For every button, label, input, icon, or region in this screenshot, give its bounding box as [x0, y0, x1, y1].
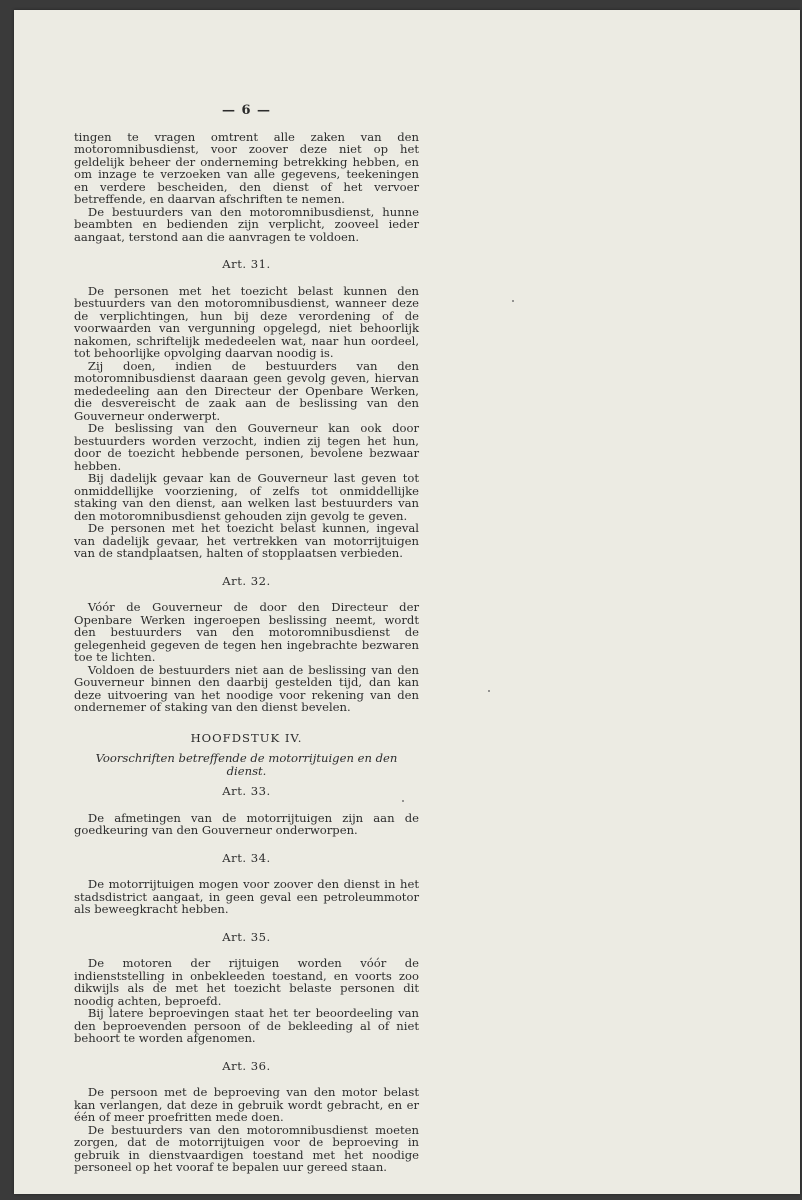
article-paragraph: Bij dadelijk gevaar kan de Gouverneur last geven tot onmiddellijke voorziening, of zelfs tot onmiddellijke staking van den dienst, aan welken last bestuurders van den motoromnibusdienst gehouden zijn gevolg te geven.	[74, 471, 419, 523]
page-number: — 6 —	[221, 103, 272, 118]
article-33	[74, 785, 419, 837]
article-31	[74, 258, 419, 560]
article-36	[74, 1060, 419, 1174]
article-heading: Art. 36.	[222, 1058, 271, 1073]
article-paragraph: De personen met het toezicht belast kunnen den bestuurders van den motoromnibusdienst, wanneer deze de verplichtingen, hun bij deze verordening of de voorwaarden van vergunning opgelegd, niet behoorlijk nakomen, schriftelijk mededeelen wat, naar hun oordeel, tot behoorlijke opvolging daarvan noodig is.	[74, 283, 419, 360]
article-paragraph: Zij doen, indien de bestuurders van den motoromnibusdienst daaraan geen gevolg geven, hiervan mededeeling aan den Directeur der Openbare Werken, die desvereischt de zaak aan de beslissing van den Gouverneur onderwerpt.	[74, 358, 419, 423]
intro-paragraph: tingen te vragen omtrent alle zaken van den motoromnibusdienst, voor zoover deze niet op het geldelijk beheer der onderneming betrekking hebben, en om inzage te verzoeken van alle gegevens, teekeningen en verdere bescheiden, den dienst of het vervoer betreffende, en daarvan afschriften te nemen.	[74, 129, 419, 206]
article-heading: Art. 35.	[222, 929, 271, 944]
article-paragraph: De persoon met de beproeving van den motor belast kan verlangen, dat deze in gebruik wordt gebracht, en er één of meer proefritten mede doen.	[74, 1085, 419, 1124]
article-paragraph: De motorrijtuigen mogen voor zoover den dienst in het stadsdistrict aangaat, in geen geval een petroleummotor als beweegkracht hebben.	[74, 877, 419, 916]
article-32	[74, 575, 419, 714]
article-35	[74, 931, 419, 1045]
document-page	[14, 10, 800, 1194]
article-paragraph: De afmetingen van de motorrijtuigen zijn aan de goedkeuring van den Gouverneur onderworpen.	[74, 810, 419, 837]
article-heading: Art. 32.	[222, 573, 271, 588]
article-paragraph: Vóór de Gouverneur de door den Directeur der Openbare Werken ingeroepen beslissing neemt, wordt den bestuurders van den motoromnibusdienst de gelegenheid gegeven de tegen hen ingebrachte bezwaren toe te lichten.	[74, 600, 419, 664]
chapter-iv	[74, 732, 419, 778]
article-heading: Art. 34.	[222, 850, 271, 865]
article-paragraph: De bestuurders van den motoromnibusdienst moeten zorgen, dat de motorrijtuigen voor de beproeving in gebruik in dienstvaardigen toestand met het noodige personeel op het vooraf te bepalen uur gereed staan.	[74, 1122, 419, 1174]
chapter-subtitle: Voorschriften betreffende de motorrijtuigen en den dienst.	[95, 751, 398, 778]
article-paragraph: De motoren der rijtuigen worden vóór de indienststelling in onbekleeden toestand, en voorts zoo dikwijls als de met het toezicht belaste personen dit noodig achten, beproefd.	[74, 956, 419, 1008]
intro-section	[74, 131, 419, 244]
article-paragraph: Bij latere beproevingen staat het ter beoordeeling van den beproevenden persoon of de bekleeding al of niet behoort te worden afgenomen.	[74, 1006, 419, 1045]
article-heading: Art. 31.	[222, 257, 271, 271]
article-paragraph: De beslissing van den Gouverneur kan ook door bestuurders worden verzocht, indien zij tegen het hun, door de toezicht hebbende personen, bevolene bezwaar hebben.	[74, 421, 419, 473]
paper-speck	[488, 690, 490, 692]
intro-paragraph: De bestuurders van den motoromnibusdienst, hunne beambten en bedienden zijn verplicht, zooveel ieder aangaat, terstond aan die aanvragen te voldoen.	[74, 204, 419, 244]
chapter-heading: HOOFDSTUK IV.	[190, 730, 303, 745]
article-paragraph: De personen met het toezicht belast kunnen, ingeval van dadelijk gevaar, het vertrekken van motorrijtuigen van de standplaatsen, halten of stopplaatsen verbieden.	[74, 521, 419, 560]
paper-speck	[512, 300, 514, 302]
article-heading: Art. 33.	[222, 784, 271, 798]
document-body	[74, 105, 419, 1174]
article-34	[74, 852, 419, 916]
article-paragraph: Voldoen de bestuurders niet aan de beslissing van den Gouverneur binnen den daarbij gestelden tijd, dan kan deze uitvoering van het noodige voor rekening van den ondernemer of staking van den dienst bevelen.	[74, 662, 419, 714]
